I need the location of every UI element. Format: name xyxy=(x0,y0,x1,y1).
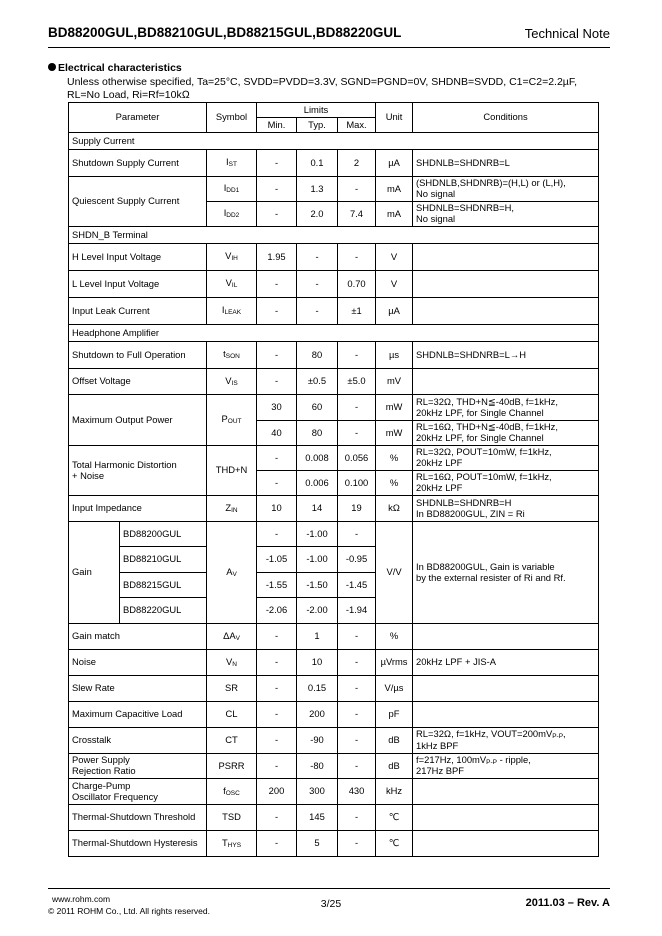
section-title: Electrical characteristics xyxy=(48,62,182,74)
revision: 2011.03 – Rev. A xyxy=(525,897,610,909)
table-row: Charge-Pump Oscillator Frequency fOSC 200 300 430 kHz xyxy=(69,779,599,805)
header-limits: Limits xyxy=(257,103,376,118)
test-conditions-line1: Unless otherwise specified, Ta=25°C, SVDD=PVDD=3.3V, SGND=PGND=0V, SHDNB=SVDD, C1=C2=2.2µF, xyxy=(67,76,578,88)
table-row: Maximum Output Power POUT 30 60 - mW RL=32Ω, THD+N≦-40dB, f=1kHz, 20kHz LPF, for Single Channel xyxy=(69,395,599,421)
header-max: Max. xyxy=(338,118,376,133)
table-row: BD88215GUL -1.55 -1.50 -1.45 xyxy=(69,573,599,598)
header-parameter: Parameter xyxy=(69,103,207,133)
table-row: Power Supply Rejection Ratio PSRR - -80 - dB f=217Hz, 100mVP-P - ripple, 217Hz BPF xyxy=(69,754,599,779)
header-conditions: Conditions xyxy=(413,103,599,133)
group-row xyxy=(69,325,599,342)
header-models: BD88200GUL,BD88210GUL,BD88215GUL,BD88220GUL xyxy=(48,25,402,40)
group-headphone-amplifier: Headphone Amplifier xyxy=(69,325,599,342)
header-symbol: Symbol xyxy=(207,103,257,133)
table-row: 40 80 - mW RL=16Ω, THD+N≦-40dB, f=1kHz, 20kHz LPF, for Single Channel xyxy=(69,421,599,446)
header-unit: Unit xyxy=(376,103,413,133)
table-row: Gain match ΔAV - 1 - % xyxy=(69,624,599,650)
table-row: Crosstalk CT - -90 - dB RL=32Ω, f=1kHz, VOUT=200mVP-P, 1kHz BPF xyxy=(69,728,599,754)
bullet-icon xyxy=(48,63,56,71)
table-row: Thermal-Shutdown Hysteresis THYS - 5 - ℃ xyxy=(69,831,599,857)
electrical-characteristics-table xyxy=(68,102,599,857)
footer-divider xyxy=(48,888,610,889)
table-row: BD88210GUL -1.05 -1.00 -0.95 xyxy=(69,547,599,573)
group-shdn-terminal: SHDN_B Terminal xyxy=(69,227,599,244)
table-row: BD88220GUL -2.06 -2.00 -1.94 xyxy=(69,598,599,624)
header-min: Min. xyxy=(257,118,297,133)
table-row: Gain BD88200GUL AV - -1.00 - V/V In BD88200GUL, Gain is variable by the external resister of Ri and Rf. xyxy=(69,522,599,547)
table-row: Total Harmonic Distortion + Noise THD+N - 0.008 0.056 % RL=32Ω, POUT=10mW, f=1kHz, 20kHz LPF xyxy=(69,446,599,471)
header-doc-type: Technical Note xyxy=(524,26,610,41)
table-row: Noise VN - 10 - µVrms 20kHz LPF + JIS-A xyxy=(69,650,599,676)
footer-copyright: © 2011 ROHM Co., Ltd. All rights reserved. xyxy=(48,906,211,916)
table-row: Thermal-Shutdown Threshold TSD - 145 - ℃ xyxy=(69,805,599,831)
header-divider xyxy=(48,47,610,48)
table-row: Quiescent Supply Current IDD1 - 1.3 - mA (SHDNLB,SHDNRB)=(H,L) or (L,H), No signal xyxy=(69,177,599,202)
table-row: L Level Input Voltage VIL - - 0.70 V xyxy=(69,271,599,298)
table-row: H Level Input Voltage VIH 1.95 - - V xyxy=(69,244,599,271)
group-supply-current: Supply Current xyxy=(69,133,599,150)
test-conditions-line2: RL=No Load, Ri=Rf=10kΩ xyxy=(67,89,190,101)
table-row: Maximum Capacitive Load CL - 200 - pF xyxy=(69,702,599,728)
table-row: Slew Rate SR - 0.15 - V/µs xyxy=(69,676,599,702)
table-header-row xyxy=(69,103,599,118)
table-row: Input Leak Current ILEAK - - ±1 µA xyxy=(69,298,599,325)
table-row: IDD2 - 2.0 7.4 mA SHDNLB=SHDNRB=H, No signal xyxy=(69,202,599,227)
page-number: 3/25 xyxy=(320,898,342,910)
footer-url: www.rohm.com xyxy=(52,894,111,904)
table-row: - 0.006 0.100 % RL=16Ω, POUT=10mW, f=1kHz, 20kHz LPF xyxy=(69,471,599,496)
table-row: Shutdown Supply Current IST - 0.1 2 µA SHDNLB=SHDNRB=L xyxy=(69,150,599,177)
table-row: Shutdown to Full Operation tSON - 80 - µs SHDNLB=SHDNRB=L→H xyxy=(69,342,599,369)
group-row xyxy=(69,133,599,150)
group-row xyxy=(69,227,599,244)
header-typ: Typ. xyxy=(297,118,338,133)
table-row: Offset Voltage VIS - ±0.5 ±5.0 mV xyxy=(69,369,599,395)
table-row: Input Impedance ZIN 10 14 19 kΩ SHDNLB=SHDNRB=H In BD88200GUL, ZIN = Ri xyxy=(69,496,599,522)
